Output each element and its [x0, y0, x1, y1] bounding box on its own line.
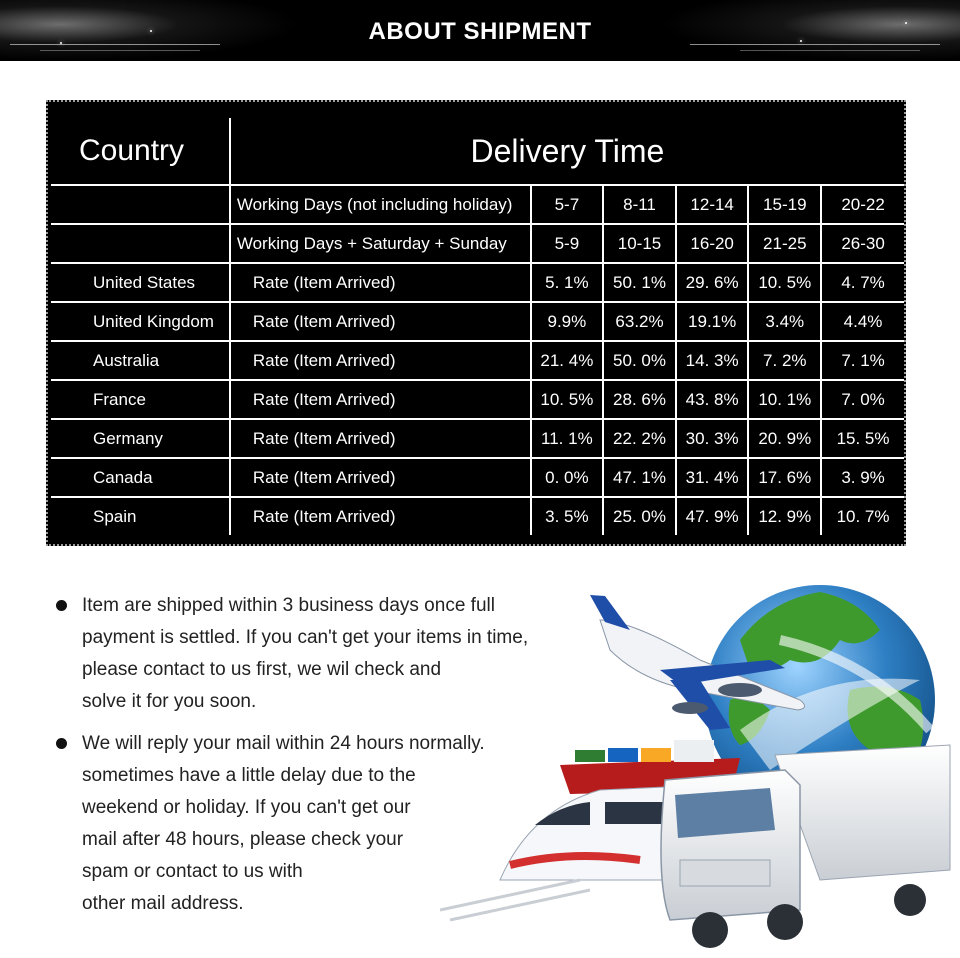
weekend-days-cell: 21-25	[748, 224, 821, 263]
note-line: please contact to us first, we wil check and	[82, 659, 442, 680]
table-header-row	[51, 118, 904, 185]
rate-cell: 31. 4%	[676, 458, 749, 497]
rate-cell: 47. 1%	[603, 458, 676, 497]
working-days-row	[51, 185, 904, 224]
rate-cell: 47. 9%	[676, 497, 749, 535]
rate-cell: 10. 5%	[748, 263, 821, 302]
weekend-days-label: Working Days + Saturday + Sunday	[230, 224, 531, 263]
working-days-cell: 5-7	[531, 185, 604, 224]
note-line: solve it for you soon.	[82, 691, 257, 712]
weekend-days-cell: 16-20	[676, 224, 749, 263]
weekend-days-cell: 10-15	[603, 224, 676, 263]
rate-cell: 10. 1%	[748, 380, 821, 419]
working-days-cell: 8-11	[603, 185, 676, 224]
note-line: payment is settled. If you can't get your items in time,	[82, 627, 529, 648]
rate-cell: 14. 3%	[676, 341, 749, 380]
rate-cell: 19.1%	[676, 302, 749, 341]
weekend-days-cell: 5-9	[531, 224, 604, 263]
rate-cell: 17. 6%	[748, 458, 821, 497]
header-banner	[0, 0, 960, 61]
delivery-table-grid	[51, 118, 904, 535]
note-line: weekend or holiday. If you can't get our	[82, 797, 411, 818]
note-line: Item are shipped within 3 business days once full	[82, 595, 495, 616]
rate-label: Rate (Item Arrived)	[230, 458, 531, 497]
rate-label: Rate (Item Arrived)	[230, 341, 531, 380]
table-row	[51, 497, 904, 535]
rate-label: Rate (Item Arrived)	[230, 419, 531, 458]
rate-cell: 20. 9%	[748, 419, 821, 458]
working-days-cell: 15-19	[748, 185, 821, 224]
rate-cell: 12. 9%	[748, 497, 821, 535]
delivery-time-header: Delivery Time	[230, 118, 904, 185]
rate-cell: 10. 5%	[531, 380, 604, 419]
country-name: United States	[51, 263, 230, 302]
note-line: other mail address.	[82, 893, 244, 914]
country-name: Canada	[51, 458, 230, 497]
weekend-days-cell: 26-30	[821, 224, 904, 263]
rate-label: Rate (Item Arrived)	[230, 263, 531, 302]
rate-cell: 5. 1%	[531, 263, 604, 302]
rate-cell: 43. 8%	[676, 380, 749, 419]
rate-cell: 29. 6%	[676, 263, 749, 302]
country-name: United Kingdom	[51, 302, 230, 341]
rate-cell: 4.4%	[821, 302, 904, 341]
rate-cell: 28. 6%	[603, 380, 676, 419]
rate-cell: 11. 1%	[531, 419, 604, 458]
country-header: Country	[51, 118, 230, 185]
rate-label: Rate (Item Arrived)	[230, 380, 531, 419]
rate-cell: 21. 4%	[531, 341, 604, 380]
rate-cell: 7. 0%	[821, 380, 904, 419]
note-line: We will reply your mail within 24 hours normally.	[82, 733, 485, 754]
rate-cell: 15. 5%	[821, 419, 904, 458]
rate-cell: 0. 0%	[531, 458, 604, 497]
rate-label: Rate (Item Arrived)	[230, 497, 531, 535]
country-name: Germany	[51, 419, 230, 458]
rate-label: Rate (Item Arrived)	[230, 302, 531, 341]
note-line: sometimes have a little delay due to the	[82, 765, 416, 786]
rate-cell: 25. 0%	[603, 497, 676, 535]
note-line: mail after 48 hours, please check your	[82, 829, 404, 850]
table-row	[51, 302, 904, 341]
table-row	[51, 341, 904, 380]
weekend-days-row	[51, 224, 904, 263]
table-row	[51, 380, 904, 419]
rate-cell: 4. 7%	[821, 263, 904, 302]
rate-cell: 50. 1%	[603, 263, 676, 302]
rate-cell: 9.9%	[531, 302, 604, 341]
bullet-icon	[56, 600, 67, 611]
country-name: Spain	[93, 506, 137, 526]
rate-cell: 30. 3%	[676, 419, 749, 458]
note-line: spam or contact to us with	[82, 861, 303, 882]
rate-cell: 63.2%	[603, 302, 676, 341]
table-row	[51, 458, 904, 497]
bullet-icon	[56, 738, 67, 749]
table-row	[51, 419, 904, 458]
rate-cell: 7. 1%	[821, 341, 904, 380]
rate-cell: 50. 0%	[603, 341, 676, 380]
rate-cell: 3. 5%	[531, 497, 604, 535]
rate-cell: 3.4%	[748, 302, 821, 341]
working-days-cell: 20-22	[821, 185, 904, 224]
banner-title: ABOUT SHIPMENT	[368, 18, 592, 45]
rate-cell: 10. 7%	[821, 497, 904, 535]
transport-illustration	[440, 580, 960, 958]
table-row	[51, 263, 904, 302]
rate-cell: 7. 2%	[748, 341, 821, 380]
country-name: France	[51, 380, 230, 419]
working-days-cell: 12-14	[676, 185, 749, 224]
rate-cell: 22. 2%	[603, 419, 676, 458]
country-name: Australia	[51, 341, 230, 380]
rate-cell: 3. 9%	[821, 458, 904, 497]
working-days-label: Working Days (not including holiday)	[230, 185, 531, 224]
delivery-table	[46, 100, 906, 546]
